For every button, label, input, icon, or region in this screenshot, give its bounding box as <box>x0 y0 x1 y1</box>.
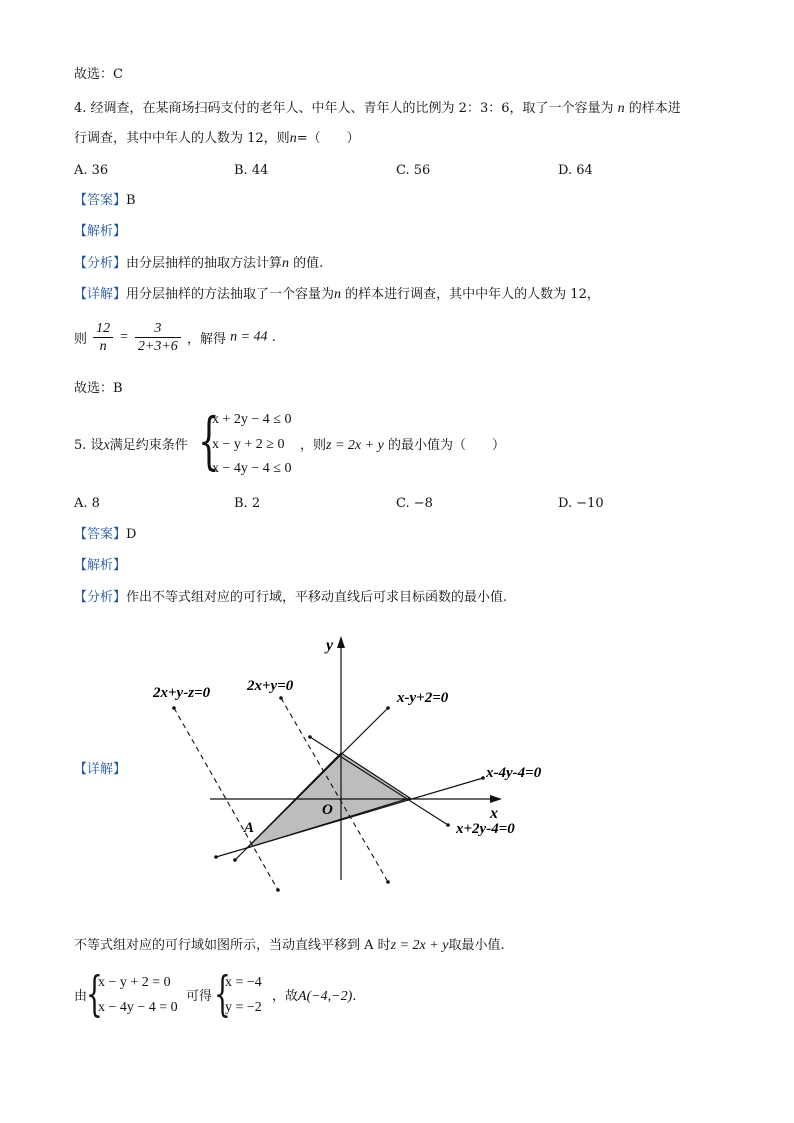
solve-brace-1: { <box>86 966 103 1022</box>
q4-analysis: 【分析】由分层抽样的抽取方法计算n 的值. <box>74 256 324 271</box>
x-axis-arrow <box>490 795 502 803</box>
solve-sol-x: x = −4 <box>225 975 262 990</box>
feasible-region-figure <box>150 630 550 910</box>
q4-analysis-tag: 【解析】 <box>74 224 127 239</box>
label-2x-y: 2x+y=0 <box>247 678 294 694</box>
q5-constraint-2: x − y + 2 ≥ 0 <box>212 437 285 452</box>
solve-result: ，故A(−4,−2). <box>272 989 357 1004</box>
region-explanation: 不等式组对应的可行域如图所示，当动直线平移到 A 时z = 2x + y取最小值. <box>74 938 505 953</box>
q5-option-a: A. 8 <box>74 496 100 511</box>
q4-option-d: D. 64 <box>558 163 593 178</box>
q4-option-a: A. 36 <box>74 163 109 178</box>
label-point-a: A <box>244 820 255 836</box>
solve-eq-2: x − 4y − 4 = 0 <box>98 1000 178 1015</box>
q5-brace: { <box>198 404 220 477</box>
q5-constraint-3: x − 4y − 4 ≤ 0 <box>212 461 292 476</box>
q5-option-b: B. 2 <box>234 496 261 511</box>
q4-option-b: B. 44 <box>234 163 269 178</box>
label-x-2y-4: x+2y-4=0 <box>456 821 515 837</box>
q5-constraint-1: x + 2y − 4 ≤ 0 <box>212 412 292 427</box>
y-axis-arrow <box>337 636 345 648</box>
q4-option-c: C. 56 <box>396 163 431 178</box>
q5-answer: 【答案】D <box>74 527 137 542</box>
q5-suffix: ，则z = 2x + y 的最小值为（ ） <box>300 438 505 453</box>
solve-mid: 可得 <box>186 989 213 1004</box>
q4-equation: 则 $\frac{12}{n}$ = $\frac{3}{2+3+6}$ ，解得 n = 44 . <box>74 321 276 354</box>
prev-answer-line: 故选：C <box>74 67 123 82</box>
label-2x-y-z: 2x+y-z=0 <box>153 685 211 701</box>
label-y: y <box>326 637 334 654</box>
label-origin: O <box>322 802 333 818</box>
q5-detail-tag: 【详解】 <box>74 762 127 777</box>
q4-conclusion: 故选：B <box>74 381 123 396</box>
question-4-line2: 行调查，其中中年人的人数为 12，则n=（ ） <box>74 131 360 146</box>
q5-prefix: 5. 设x满足约束条件 <box>74 438 188 453</box>
solve-prefix: 由 <box>74 989 88 1004</box>
question-4-line1: 4. 经调查，在某商场扫码支付的老年人、中年人、青年人的比例为 2：3：6，取了一个容量为 n 的样本进 <box>74 101 681 116</box>
solve-sol-y: y = −2 <box>225 1000 262 1015</box>
q4-answer: 【答案】B <box>74 193 136 208</box>
q5-analysis-tag: 【解析】 <box>74 558 127 573</box>
label-x-y-2: x-y+2=0 <box>397 690 449 706</box>
label-x: x <box>490 805 498 822</box>
q5-option-d: D. −10 <box>558 496 604 511</box>
q5-analysis: 【分析】作出不等式组对应的可行域，平移动直线后可求目标函数的最小值. <box>74 590 508 605</box>
label-x-4y-4: x-4y-4=0 <box>486 765 542 781</box>
q4-detail: 【详解】用分层抽样的方法抽取了一个容量为n 的样本进行调查，其中中年人的人数为 12， <box>74 287 600 302</box>
solve-eq-1: x − y + 2 = 0 <box>98 975 171 990</box>
solve-brace-2: { <box>214 966 231 1022</box>
q5-option-c: C. −8 <box>396 496 433 511</box>
